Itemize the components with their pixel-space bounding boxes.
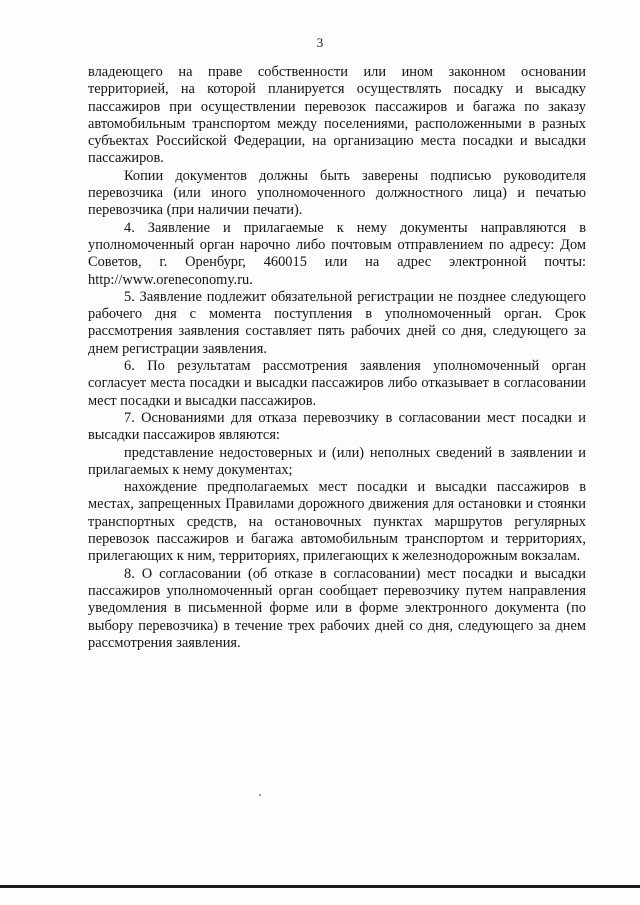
scan-speck	[259, 794, 261, 796]
paragraph-refusal-reason-1: представление недостоверных и (или) неполных сведений в заявлении и прилагаемых к нему документах;	[88, 444, 586, 478]
document-body	[88, 64, 586, 652]
paragraph-item-8: 8. О согласовании (об отказе в согласовании) мест посадки и высадки пассажиров уполномоченный орган сообщает перевозчику путем направления уведомления в письменной форме или в форме электронного документа (по выбору перевозчика) в течение трех рабочих дней со дня, следующего за днем рассмотрения заявления.	[88, 565, 586, 651]
paragraph-continuation: владеющего на праве собственности или ином законном основании территорией, на которой планируется осуществлять посадку и высадку пассажиров при осуществлении перевозок пассажиров и багажа по заказу автомобильным транспортом между поселениями, расположенными в разных субъектах Российской Федерации, на организацию места посадки и высадки пассажиров.	[88, 64, 586, 167]
paragraph-item-4: 4. Заявление и прилагаемые к нему документы направляются в уполномоченный орган нарочно либо почтовым отправлением по адресу: Дом Советов, г. Оренбург, 460015 или на адрес электронной почты: http://www.oreneconomy.ru.	[88, 219, 586, 288]
paragraph-copies: Копии документов должны быть заверены подписью руководителя перевозчика (или иного уполномоченного должностного лица) и печатью перевозчика (при наличии печати).	[88, 167, 586, 219]
paragraph-item-5: 5. Заявление подлежит обязательной регистрации не позднее следующего рабочего дня с момента поступления в уполномоченный орган. Срок рассмотрения заявления составляет пять рабочих дней со дня, следующего за днем регистрации заявления.	[88, 288, 586, 357]
page-number: 3	[316, 35, 324, 50]
paragraph-item-7: 7. Основаниями для отказа перевозчику в согласовании мест посадки и высадки пассажиров являются:	[88, 409, 586, 444]
paragraph-refusal-reason-2: нахождение предполагаемых мест посадки и высадки пассажиров в местах, запрещенных Правилами дорожного движения для остановки и стоянки транспортных средств, на остановочных пунктах маршрутов регулярных перевозок пассажиров и багажа автомобильным транспортом и территориях, прилегающих к ним, территориях, прилегающих к железнодорожным вокзалам.	[88, 479, 586, 565]
paragraph-item-6: 6. По результатам рассмотрения заявления уполномоченный орган согласует места посадки и высадки пассажиров либо отказывает в согласовании мест посадки и высадки пассажиров.	[88, 358, 586, 409]
bottom-border-line	[0, 885, 640, 888]
